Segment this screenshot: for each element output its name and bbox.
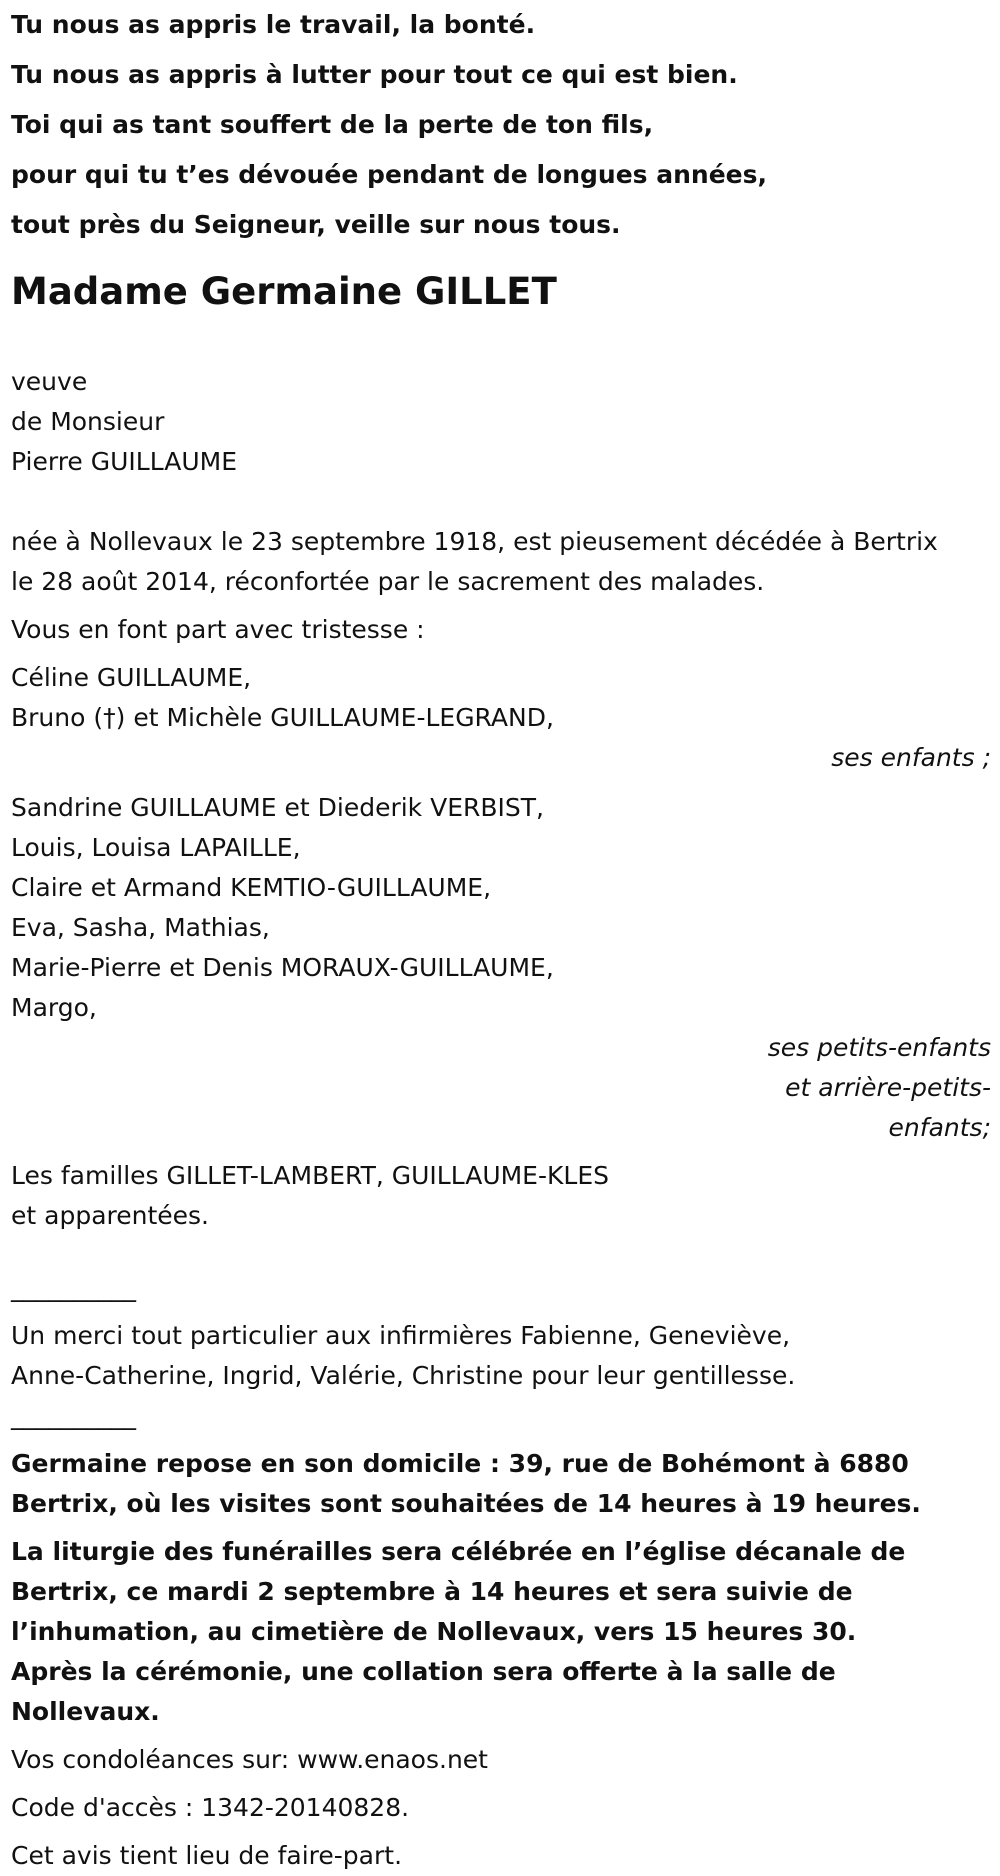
collation-text: Après la cérémonie, une collation sera offerte à la salle de Nollevaux. [11, 1657, 836, 1726]
grandchild-entry: Marie-Pierre et Denis MORAUX-GUILLAUME, [11, 953, 554, 982]
families-info [11, 1156, 991, 1236]
birth-death-line: le 28 août 2014, réconfortée par le sacrement des malades. [11, 567, 765, 596]
liturgy-line: La liturgie des funérailles sera célébrée en l’église décanale de [11, 1537, 906, 1566]
grandchild-entry: Claire et Armand KEMTIO-GUILLAUME, [11, 873, 492, 902]
child-entry: Céline GUILLAUME, [11, 663, 252, 692]
separator-line: __________ [11, 1273, 136, 1302]
grandchildren-list [11, 788, 991, 1148]
birth-death-info [11, 522, 991, 602]
notice-text: Cet avis tient lieu de faire-part. [11, 1841, 403, 1870]
widow-line: Pierre GUILLAUME [11, 447, 237, 476]
condolences-text: Vos condoléances sur: www.enaos.net [11, 1745, 488, 1774]
rest-info [11, 1444, 991, 1524]
poem [11, 0, 991, 250]
grandchildren-label: enfants; [888, 1113, 991, 1142]
liturgy-line: Bertrix, ce mardi 2 septembre à 14 heures et sera suivie de [11, 1577, 853, 1606]
families-line: Les familles GILLET-LAMBERT, GUILLAUME-KLES [11, 1161, 609, 1190]
child-entry: Bruno (†) et Michèle GUILLAUME-LEGRAND, [11, 703, 554, 732]
rest-line: Bertrix, où les visites sont souhaitées de 14 heures à 19 heures. [11, 1489, 921, 1518]
poem-line: tout près du Seigneur, veille sur nous tous. [11, 210, 621, 239]
rest-line: Germaine repose en son domicile : 39, rue de Bohémont à 6880 [11, 1449, 909, 1478]
grandchild-entry: Eva, Sasha, Mathias, [11, 913, 270, 942]
obituary-notice [11, 0, 991, 1876]
deceased-name: Madame Germaine GILLET [11, 270, 557, 313]
liturgy-line: l’inhumation, au cimetière de Nollevaux, vers 15 heures 30. [11, 1617, 857, 1646]
thanks-line: Un merci tout particulier aux infirmières Fabienne, Geneviève, [11, 1321, 791, 1350]
children-list [11, 658, 991, 778]
widow-line: veuve [11, 367, 88, 396]
access-code-text: Code d'accès : 1342-20140828. [11, 1793, 410, 1822]
grandchild-entry: Sandrine GUILLAUME et Diederik VERBIST, [11, 793, 544, 822]
grandchildren-label: ses petits-enfants [767, 1033, 991, 1062]
poem-line: Toi qui as tant souffert de la perte de ton fils, [11, 110, 654, 139]
poem-line: Tu nous as appris le travail, la bonté. [11, 10, 536, 39]
poem-line: Tu nous as appris à lutter pour tout ce qui est bien. [11, 60, 738, 89]
birth-death-line: née à Nollevaux le 23 septembre 1918, est pieusement décédée à Bertrix [11, 527, 938, 556]
families-line: et apparentées. [11, 1201, 209, 1230]
grandchild-entry: Margo, [11, 993, 97, 1022]
poem-line: pour qui tu t’es dévouée pendant de longues années, [11, 160, 767, 189]
announce-text: Vous en font part avec tristesse : [11, 615, 425, 644]
grandchildren-label: et arrière-petits- [785, 1073, 991, 1102]
children-label: ses enfants ; [831, 743, 991, 772]
widow-line: de Monsieur [11, 407, 165, 436]
thanks-info [11, 1316, 991, 1396]
widow-info [11, 362, 991, 482]
grandchild-entry: Louis, Louisa LAPAILLE, [11, 833, 301, 862]
liturgy-info [11, 1532, 991, 1652]
separator-line: __________ [11, 1401, 136, 1430]
thanks-line: Anne-Catherine, Ingrid, Valérie, Christine pour leur gentillesse. [11, 1361, 796, 1390]
